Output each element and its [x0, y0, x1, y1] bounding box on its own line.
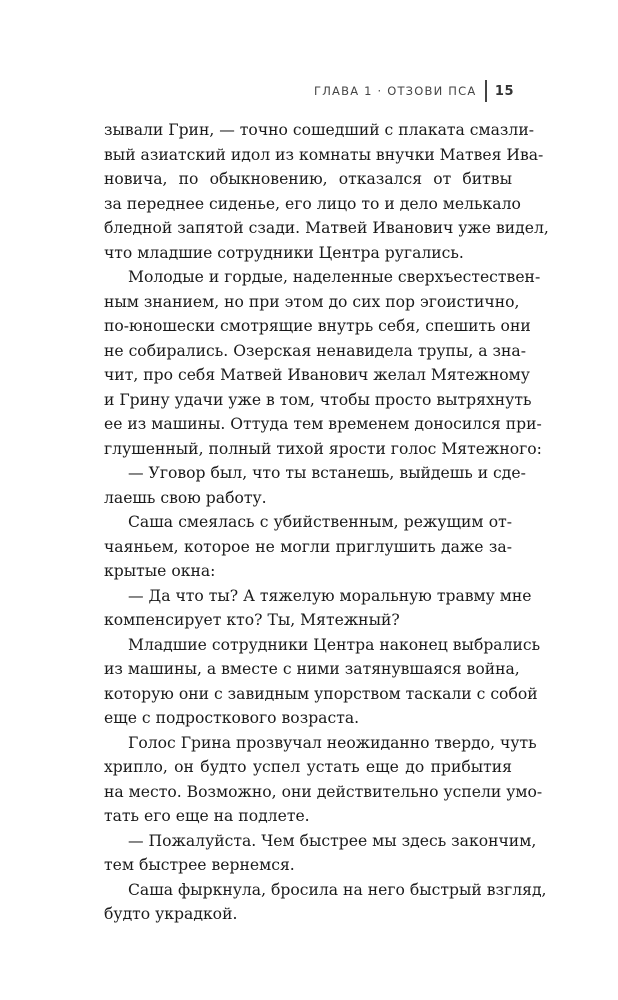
- text-line: еще с подросткового возраста.: [104, 709, 360, 727]
- text-line: Голос Грина прозвучал неожиданно твердо, чуть: [128, 733, 537, 752]
- running-head: [314, 80, 514, 102]
- text-line: Молодые и гордые, наделенные сверхъестествен-: [128, 268, 541, 286]
- text-line: новича, по обыкновению, отказался от битвы: [104, 170, 512, 188]
- text-line: хрипло, он будто успел устать еще до прибытия: [104, 758, 512, 776]
- text-line: — Уговор был, что ты встанешь, выйдешь и сде-: [128, 464, 526, 482]
- body-text: [104, 118, 549, 927]
- text-line: ее из машины. Оттуда тем временем доносился при-: [104, 415, 542, 433]
- header-divider: [485, 80, 487, 102]
- text-line: чаяньем, которое не могли приглушить даже за-: [104, 537, 512, 556]
- text-line: зывали Грин, — точно сошедший с плаката смазли-: [104, 121, 535, 139]
- page-number: 15: [494, 83, 514, 99]
- text-line: — Пожалуйста. Чем быстрее мы здесь закончим,: [128, 831, 537, 850]
- text-line: из машины, а вместе с ними затянувшаяся война,: [104, 660, 520, 678]
- text-line: ным знанием, но при этом до сих пор эгоистично,: [104, 292, 520, 311]
- text-line: — Да что ты? А тяжелую моральную травму мне: [128, 586, 532, 605]
- text-line: лаешь свою работу.: [104, 488, 267, 507]
- text-line: вый азиатский идол из комнаты внучки Матвея Ива-: [104, 145, 544, 164]
- text-line: крытые окна:: [104, 562, 216, 580]
- text-line: на место. Возможно, они действительно успели умо-: [104, 782, 543, 801]
- text-line: что младшие сотрудники Центра ругались.: [104, 243, 464, 262]
- text-line: тем быстрее вернемся.: [104, 856, 295, 874]
- text-line: тать его еще на подлете.: [104, 807, 310, 825]
- text-line: не собирались. Озерская ненавидела трупы, а зна-: [104, 341, 526, 360]
- text-line: бледной запятой сзади. Матвей Иванович уже видел,: [104, 219, 549, 237]
- text-line: Саша фыркнула, бросила на него быстрый взгляд,: [128, 880, 547, 899]
- text-line: глушенный, полный тихой ярости голос Мятежного:: [104, 439, 542, 458]
- text-line: чит, про себя Матвей Иванович желал Мятежному: [104, 366, 530, 384]
- text-line: которую они с завидным упорством таскали с собой: [104, 684, 538, 703]
- chapter-title: ГЛАВА 1 · ОТЗОВИ ПСА: [313, 84, 477, 98]
- text-line: и Грину удачи уже в том, чтобы просто вытряхнуть: [104, 390, 532, 409]
- text-line: будто украдкой.: [104, 905, 238, 923]
- text-line: Младшие сотрудники Центра наконец выбрались: [128, 635, 541, 654]
- text-line: компенсирует кто? Ты, Мятежный?: [104, 611, 400, 629]
- text-line: Саша смеялась с убийственным, режущим от-: [128, 513, 512, 531]
- text-line: за переднее сиденье, его лицо то и дело мелькало: [104, 194, 521, 213]
- text-line: по-юношески смотрящие внутрь себя, спешить они: [104, 317, 531, 335]
